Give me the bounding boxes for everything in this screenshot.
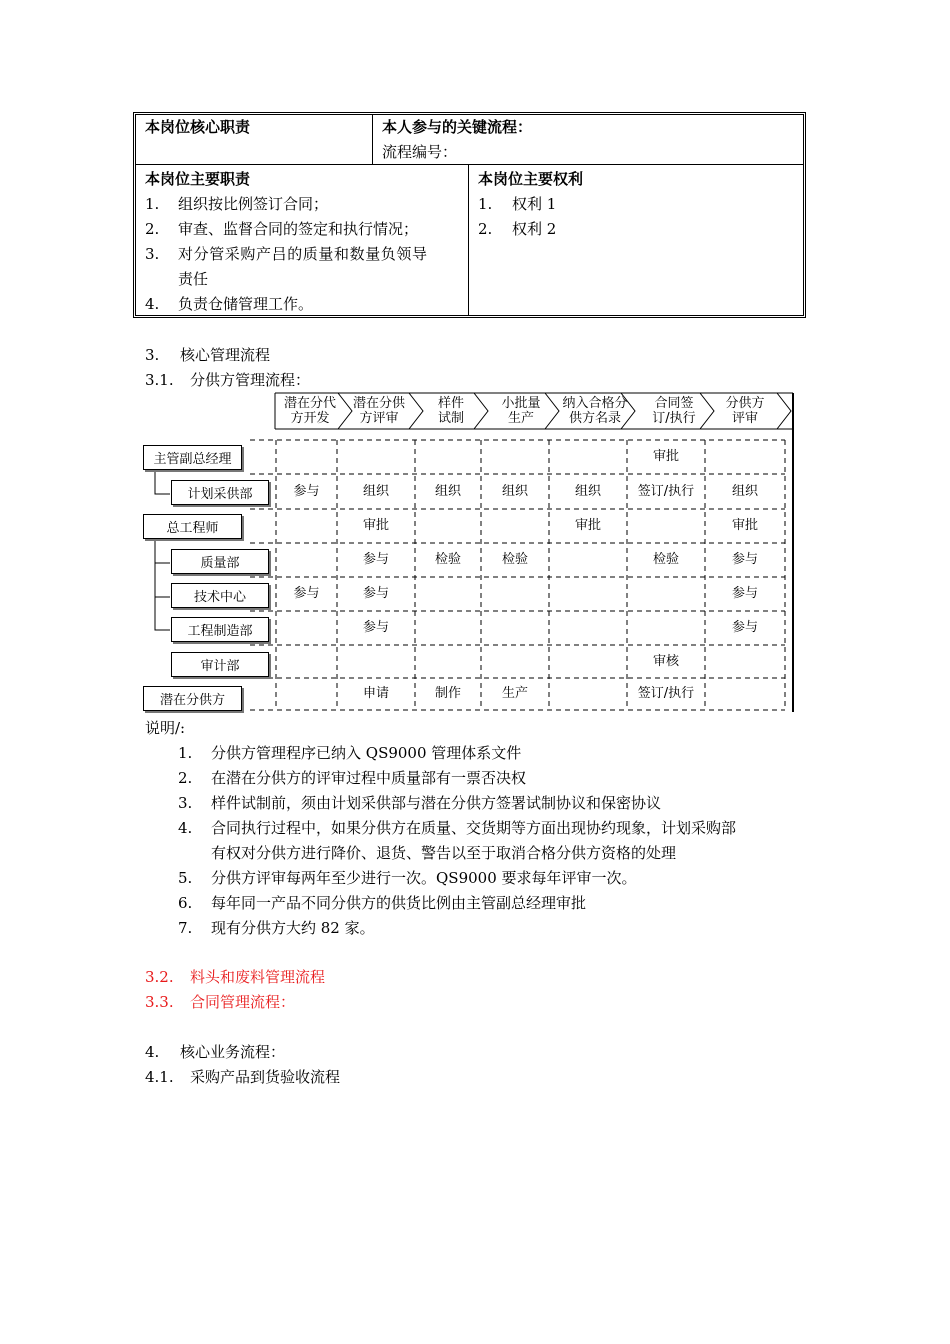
right-text: 权利 1 [512, 195, 557, 213]
flow-cell: 组织 [574, 483, 601, 499]
note-num: 2. [178, 769, 193, 787]
flow-cell: 参与 [293, 586, 320, 601]
role-box: 质量部 [171, 549, 269, 574]
note-num: 1. [178, 744, 193, 762]
stage-label: 潜在分供 方评审 [352, 396, 405, 426]
subsection-number: 4.1. [145, 1068, 174, 1086]
stage-label: 小批量 生产 [501, 396, 541, 426]
note-text: 分供方评审每两年至少进行一次。QS9000 要求每年评审一次。 [211, 869, 637, 887]
note-text: 有权对分供方进行降价、退货、警告以至于取消合格分供方资格的处理 [211, 844, 677, 862]
stage-label: 样件 试制 [437, 396, 464, 426]
flow-cell: 组织 [501, 483, 528, 499]
section-title: 核心管理流程 [180, 346, 271, 364]
flow-cell: 检验 [501, 552, 528, 567]
duty-num: 4. [145, 295, 160, 313]
flow-cell: 参与 [731, 586, 758, 601]
note-text: 合同执行过程中，如果分供方在质量、交货期等方面出现协约现象，计划采购部 [211, 819, 737, 837]
role-box: 技术中心 [171, 583, 269, 608]
note-num: 5. [178, 869, 193, 887]
flow-cell: 组织 [362, 483, 389, 499]
note-text: 现有分供方大约 82 家。 [211, 919, 375, 937]
core-duty-heading: 本岗位核心职责 [145, 118, 251, 136]
flow-cell: 参与 [731, 620, 758, 635]
note-text: 分供方管理程序已纳入 QS9000 管理体系文件 [211, 744, 522, 762]
subsection-title: 料头和废料管理流程 [190, 968, 326, 986]
subsection-number: 3.3. [145, 993, 174, 1011]
stage-label: 分供方 评审 [725, 396, 765, 426]
note-num: 6. [178, 894, 193, 912]
section-number: 3. [145, 346, 160, 364]
stage-label: 潜在分代 方开发 [283, 396, 336, 426]
flow-cell: 审批 [574, 518, 601, 533]
flow-cell: 参与 [362, 620, 389, 635]
stage-label: 合同签 订/执行 [652, 396, 696, 426]
flow-cell: 组织 [731, 483, 758, 499]
note-text: 在潜在分供方的评审过程中质量部有一票否决权 [211, 769, 527, 787]
flow-cell: 审核 [652, 653, 679, 669]
flow-cell: 组织 [434, 483, 461, 499]
note-text: 样件试制前，须由计划采供部与潜在分供方签署试制协议和保密协议 [211, 794, 662, 812]
flow-cell: 检验 [434, 552, 461, 567]
subsection-number: 3.2. [145, 968, 174, 986]
right-text: 权利 2 [512, 220, 557, 238]
subsection-number: 3.1. [145, 371, 174, 389]
role-box: 主管副总经理 [143, 445, 242, 470]
stage-label: 纳入合格分 供方名录 [562, 396, 628, 426]
subsection-title: 合同管理流程： [190, 993, 296, 1011]
flow-cell: 检验 [652, 552, 679, 567]
main-duty-heading: 本岗位主要职责 [145, 170, 251, 188]
role-box: 潜在分供方 [143, 686, 242, 711]
key-process-heading: 本人参与的关键流程： [382, 118, 533, 136]
flow-cell: 生产 [501, 686, 528, 701]
flow-cell: 审批 [362, 518, 389, 533]
right-num: 1. [478, 195, 493, 213]
duty-text: 责任 [178, 270, 209, 288]
note-num: 3. [178, 794, 193, 812]
flow-cell: 参与 [362, 586, 389, 601]
duty-text: 审查、监督合同的签定和执行情况； [178, 220, 419, 238]
duty-text: 负责仓储管理工作。 [178, 295, 314, 313]
duty-text: 组织按比例签订合同； [178, 195, 329, 213]
duty-text: 对分管采购产吕的质量和数量负领导 [178, 245, 428, 263]
flow-cell: 审批 [731, 518, 758, 533]
flow-cell: 审批 [652, 449, 679, 464]
note-num: 7. [178, 919, 193, 937]
process-number-label: 流程编号： [382, 143, 458, 161]
note-text: 每年同一产品不同分供方的供货比例由主管副总经理审批 [211, 894, 587, 912]
flow-cell: 参与 [731, 552, 758, 567]
main-rights-heading: 本岗位主要权利 [478, 170, 584, 188]
duty-num: 3. [145, 245, 160, 263]
role-box: 工程制造部 [171, 617, 269, 642]
flow-cell: 签订/执行 [637, 483, 695, 499]
role-box: 计划采供部 [171, 480, 269, 505]
duty-num: 2. [145, 220, 160, 238]
section-title: 核心业务流程： [180, 1043, 286, 1061]
flow-cell: 制作 [434, 686, 461, 701]
note-num: 4. [178, 819, 193, 837]
role-box: 总工程师 [143, 514, 242, 539]
role-box: 审计部 [171, 652, 269, 677]
subsection-title: 分供方管理流程： [190, 371, 311, 389]
notes-label: 说明/: [145, 719, 186, 737]
subsection-title: 采购产品到货验收流程 [190, 1068, 341, 1086]
flow-cell: 签订/执行 [637, 686, 695, 701]
flow-cell: 参与 [293, 483, 320, 499]
duty-num: 1. [145, 195, 160, 213]
right-num: 2. [478, 220, 493, 238]
section-number: 4. [145, 1043, 160, 1061]
flow-cell: 参与 [362, 552, 389, 567]
flow-cell: 申请 [362, 686, 389, 701]
